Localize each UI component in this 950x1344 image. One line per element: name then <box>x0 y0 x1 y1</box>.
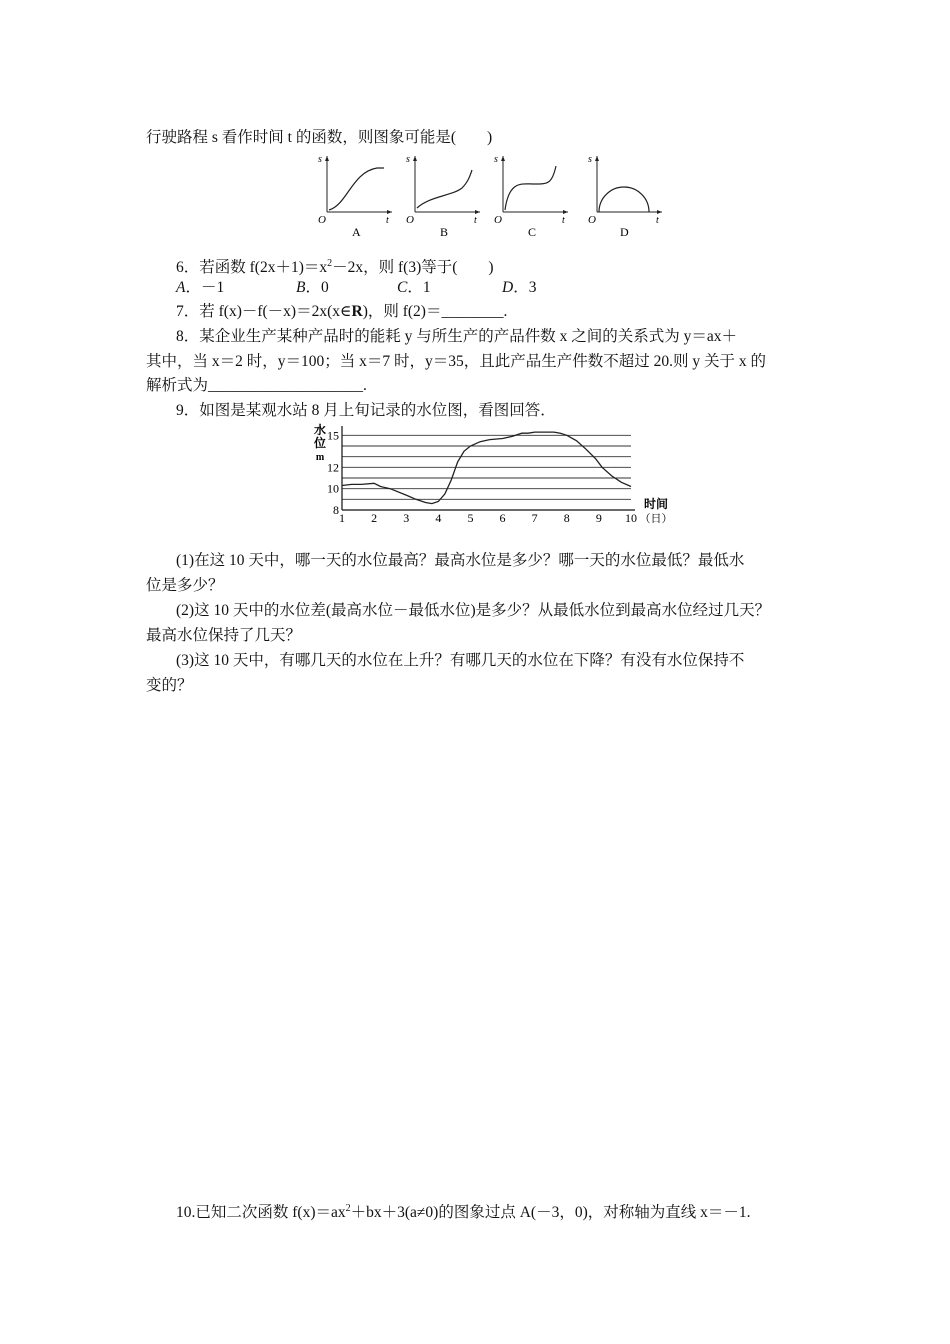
graph-a <box>318 154 392 239</box>
x-tick-label: 2 <box>371 511 378 525</box>
y-tick-label: 8 <box>333 503 339 517</box>
x-axis-label: 时间 <box>643 497 669 511</box>
q6-sup: 2 <box>327 258 333 269</box>
graph-d <box>588 154 662 239</box>
x-tick-label: 8 <box>563 511 570 525</box>
y-tick-label: 15 <box>327 428 339 443</box>
y-axis-label: 水 <box>313 423 327 437</box>
q8-line1: 8．某企业生产某种产品时的能耗 y 与所生产的产品件数 x 之间的关系式为 y＝ax＋ <box>176 328 738 345</box>
x-tick-label: 5 <box>467 511 474 525</box>
graph-a-o: O <box>318 214 326 226</box>
q9-sub2-b: 最高水位保持了几天？ <box>146 627 302 644</box>
q8-line2: 其中，当 x＝2 时，y＝100；当 x＝7 时，y＝35，且此产品生产件数不超过 20.则 y 关于 x 的 <box>146 353 767 370</box>
graph-a-s: s <box>318 154 322 165</box>
q10-sup: 2 <box>345 1203 351 1214</box>
q5-stem: 行驶路程 s 看作时间 t 的函数，则图象可能是( ) <box>146 129 493 146</box>
x-axis-unit: （日） <box>639 513 673 525</box>
graph-d-t: t <box>656 215 659 226</box>
q6-option-c: C．1 <box>397 279 431 296</box>
x-tick-label: 6 <box>499 511 506 525</box>
q7-stem: 7．若 f(x)－f(－x)＝2x(x∈R)，则 f(2)＝________. <box>176 303 508 320</box>
y-tick-label: 10 <box>327 481 339 496</box>
graph-d-label: D <box>620 225 629 239</box>
graph-d-s: s <box>588 154 592 165</box>
graph-b-o: O <box>406 214 414 226</box>
q9-sub3-b: 变的？ <box>146 677 193 694</box>
q6-option-b: B．0 <box>296 279 329 296</box>
x-tick-label: 10 <box>625 511 637 525</box>
graph-d-o: O <box>588 214 596 226</box>
graph-c <box>494 154 568 239</box>
q9-sub2-a: (2)这 10 天中的水位差(最高水位－最低水位)是多少？从最低水位到最高水位经过几天？ <box>176 602 771 619</box>
graph-a-label: A <box>352 225 361 239</box>
q6-option-a: A．－1 <box>176 279 225 296</box>
q9-sub1-a: (1)在这 10 天中，哪一天的水位最高？最高水位是多少？哪一天的水位最低？最低水 <box>176 552 745 569</box>
graph-b-label: B <box>440 225 449 239</box>
water-level-line <box>342 432 631 504</box>
x-tick-label: 9 <box>595 511 602 525</box>
q6-option-d: D．3 <box>502 279 537 296</box>
x-tick-label: 1 <box>339 511 345 525</box>
graph-b <box>406 154 480 239</box>
x-tick-label: 7 <box>531 511 538 525</box>
graph-b-s: s <box>406 154 410 165</box>
y-tick-label: 12 <box>327 460 339 475</box>
x-tick-label: 4 <box>435 511 442 525</box>
q9-sub1-b: 位是多少？ <box>146 577 224 594</box>
q6-stem-b: －2x，则 f(3)等于( ) <box>332 259 494 277</box>
graph-c-label: C <box>528 225 537 239</box>
graph-c-o: O <box>494 214 502 226</box>
q10-text: 10.已知二次函数 $f(x)=ax^2+bx+3(a\ne 0)$的图象过点 A(－3，0)，对称轴为直线 x＝－1. <box>176 1203 751 1222</box>
q9-stem: 9．如图是某观水站 8 月上旬记录的水位图，看图回答． <box>176 402 556 419</box>
y-axis-label: m <box>315 452 325 463</box>
q9-sub3-a: (3)这 10 天中，有哪几天的水位在上升？有哪几天的水位在下降？有没有水位保持不 <box>176 652 745 669</box>
q7-bold-r: R <box>351 303 363 320</box>
q6-stem-a: 6．若函数 f(2x＋1)＝x <box>176 259 328 277</box>
q8-line3: 解析式为____________________. <box>146 377 367 394</box>
q5-graphs <box>312 150 672 240</box>
water-level-chart <box>300 422 680 526</box>
q6-stem <box>176 254 494 278</box>
graph-a-t: t <box>386 215 389 226</box>
graph-b-t: t <box>474 215 477 226</box>
y-axis-label: 位 <box>313 436 327 450</box>
graph-c-t: t <box>562 215 565 226</box>
graph-c-s: s <box>494 154 498 165</box>
x-tick-label: 3 <box>403 511 410 525</box>
